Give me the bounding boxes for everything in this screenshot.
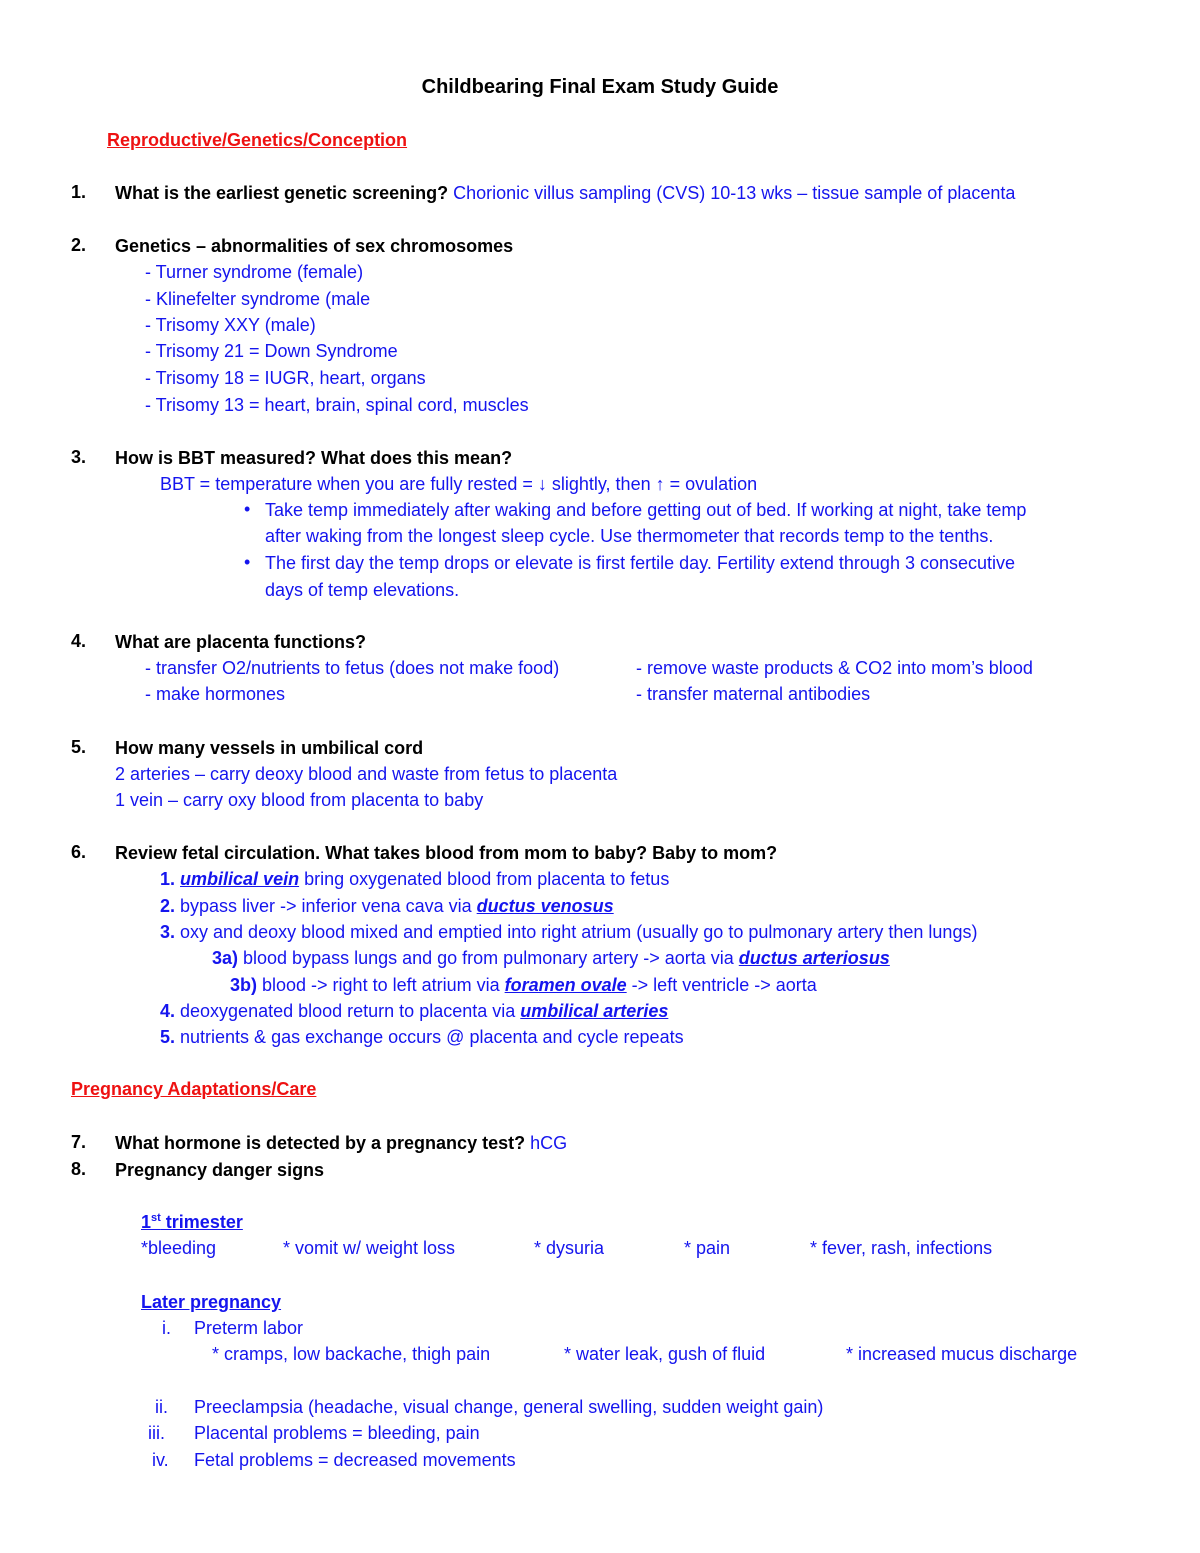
circulation-step-3 <box>160 921 977 943</box>
key-term: ductus venosus <box>476 896 614 916</box>
question-number: 2. <box>71 235 87 255</box>
danger-sign: * increased mucus discharge <box>846 1344 1078 1364</box>
question-8: Pregnancy danger signs <box>115 1160 325 1180</box>
step-text: bypass liver -> inferior vena cava via <box>175 896 477 916</box>
roman-numeral: i. <box>162 1318 171 1338</box>
danger-sign: * fever, rash, infections <box>810 1238 993 1258</box>
roman-numeral: iv. <box>152 1450 169 1470</box>
question-number: 7. <box>71 1132 87 1152</box>
step-text: deoxygenated blood return to placenta via <box>175 1001 521 1021</box>
step-number: 5. <box>160 1027 176 1047</box>
step-number: 4. <box>160 1001 176 1021</box>
step-text: oxy and deoxy blood mixed and emptied into right atrium (usually go to pulmonary artery then lungs) <box>175 922 978 942</box>
label-superscript: st <box>151 1212 161 1224</box>
answer-text: hCG <box>530 1133 568 1153</box>
list-item: - transfer maternal antibodies <box>636 684 871 704</box>
key-term: umbilical vein <box>180 869 300 889</box>
list-item: - Trisomy XXY (male) <box>145 315 316 335</box>
step-number: 2. <box>160 896 176 916</box>
step-number: 1. <box>160 869 176 889</box>
danger-category: Preterm labor <box>194 1318 304 1338</box>
bullet-text: Take temp immediately after waking and before getting out of bed. If working at night, take temp <box>265 500 1027 520</box>
question-number: 5. <box>71 737 87 757</box>
question-number: 4. <box>71 631 87 651</box>
bullet-text: The first day the temp drops or elevate is first fertile day. Fertility extend through 3 consecutive <box>265 553 1016 573</box>
step-text: -> left ventricle -> aorta <box>626 975 817 995</box>
step-text: blood bypass lungs and go from pulmonary artery -> aorta via <box>238 948 739 968</box>
list-item: - Turner syndrome (female) <box>145 262 364 282</box>
circulation-step-5 <box>160 1026 684 1048</box>
later-pregnancy-label: Later pregnancy <box>141 1292 282 1312</box>
step-text: bring oxygenated blood from placenta to fetus <box>299 869 670 889</box>
question-1 <box>115 182 1015 204</box>
step-text: nutrients & gas exchange occurs @ placenta and cycle repeats <box>175 1027 684 1047</box>
question-2: Genetics – abnormalities of sex chromosomes <box>115 236 514 256</box>
section-heading-pregnancy: Pregnancy Adaptations/Care <box>71 1079 317 1099</box>
label-text: trimester <box>160 1212 243 1232</box>
step-number: 3. <box>160 922 176 942</box>
list-item: - make hormones <box>145 684 286 704</box>
answer-text: 1 vein – carry oxy blood from placenta to baby <box>115 790 484 810</box>
bullet-text: after waking from the longest sleep cycle. Use thermometer that records temp to the tenths. <box>265 526 994 546</box>
question-6: Review fetal circulation. What takes blood from mom to baby? Baby to mom? <box>115 843 778 863</box>
question-7 <box>115 1132 567 1154</box>
section-heading-reproductive: Reproductive/Genetics/Conception <box>107 130 408 150</box>
circulation-step-4 <box>160 1000 668 1022</box>
danger-category: Preeclampsia (headache, visual change, general swelling, sudden weight gain) <box>194 1397 824 1417</box>
danger-sign: * pain <box>684 1238 731 1258</box>
list-item: - Trisomy 13 = heart, brain, spinal cord, muscles <box>145 395 529 415</box>
circulation-step-3b <box>230 974 817 996</box>
question-number: 3. <box>71 447 87 467</box>
step-number: 3a) <box>212 948 239 968</box>
key-term: ductus arteriosus <box>738 948 890 968</box>
danger-sign: * dysuria <box>534 1238 605 1258</box>
roman-numeral: ii. <box>155 1397 168 1417</box>
danger-sign: * cramps, low backache, thigh pain <box>212 1344 491 1364</box>
question-number: 6. <box>71 842 87 862</box>
list-item: - remove waste products & CO2 into mom’s blood <box>636 658 1033 678</box>
answer-text: Chorionic villus sampling (CVS) 10-13 wks – tissue sample of placenta <box>453 183 1016 203</box>
bullet-icon: • <box>244 499 251 519</box>
circulation-step-2 <box>160 895 614 917</box>
question-number: 1. <box>71 182 87 202</box>
roman-numeral: iii. <box>148 1423 165 1443</box>
label-number: 1 <box>141 1212 152 1232</box>
list-item: - Klinefelter syndrome (male <box>145 289 371 309</box>
step-text: blood -> right to left atrium via <box>257 975 505 995</box>
list-item: - Trisomy 21 = Down Syndrome <box>145 341 398 361</box>
circulation-step-1 <box>160 868 669 890</box>
list-item: - transfer O2/nutrients to fetus (does not make food) <box>145 658 560 678</box>
question-text: What hormone is detected by a pregnancy test? <box>115 1133 526 1153</box>
danger-sign: *bleeding <box>141 1238 217 1258</box>
question-4: What are placenta functions? <box>115 632 367 652</box>
question-5: How many vessels in umbilical cord <box>115 738 424 758</box>
step-number: 3b) <box>230 975 257 995</box>
circulation-step-3a <box>212 947 890 969</box>
danger-category: Fetal problems = decreased movements <box>194 1450 516 1470</box>
page-title: Childbearing Final Exam Study Guide <box>421 76 779 98</box>
first-trimester-label <box>141 1211 243 1233</box>
danger-sign: * water leak, gush of fluid <box>564 1344 766 1364</box>
danger-category: Placental problems = bleeding, pain <box>194 1423 480 1443</box>
bullet-text: days of temp elevations. <box>265 580 460 600</box>
key-term: umbilical arteries <box>520 1001 669 1021</box>
answer-text: 2 arteries – carry deoxy blood and waste from fetus to placenta <box>115 764 618 784</box>
bullet-icon: • <box>244 552 251 572</box>
answer-text: BBT = temperature when you are fully rested = ↓ slightly, then ↑ = ovulation <box>160 474 758 494</box>
key-term: foramen ovale <box>504 975 627 995</box>
question-text: What is the earliest genetic screening? <box>115 183 449 203</box>
question-3: How is BBT measured? What does this mean? <box>115 448 513 468</box>
list-item: - Trisomy 18 = IUGR, heart, organs <box>145 368 426 388</box>
danger-sign: * vomit w/ weight loss <box>283 1238 456 1258</box>
question-number: 8. <box>71 1159 87 1179</box>
